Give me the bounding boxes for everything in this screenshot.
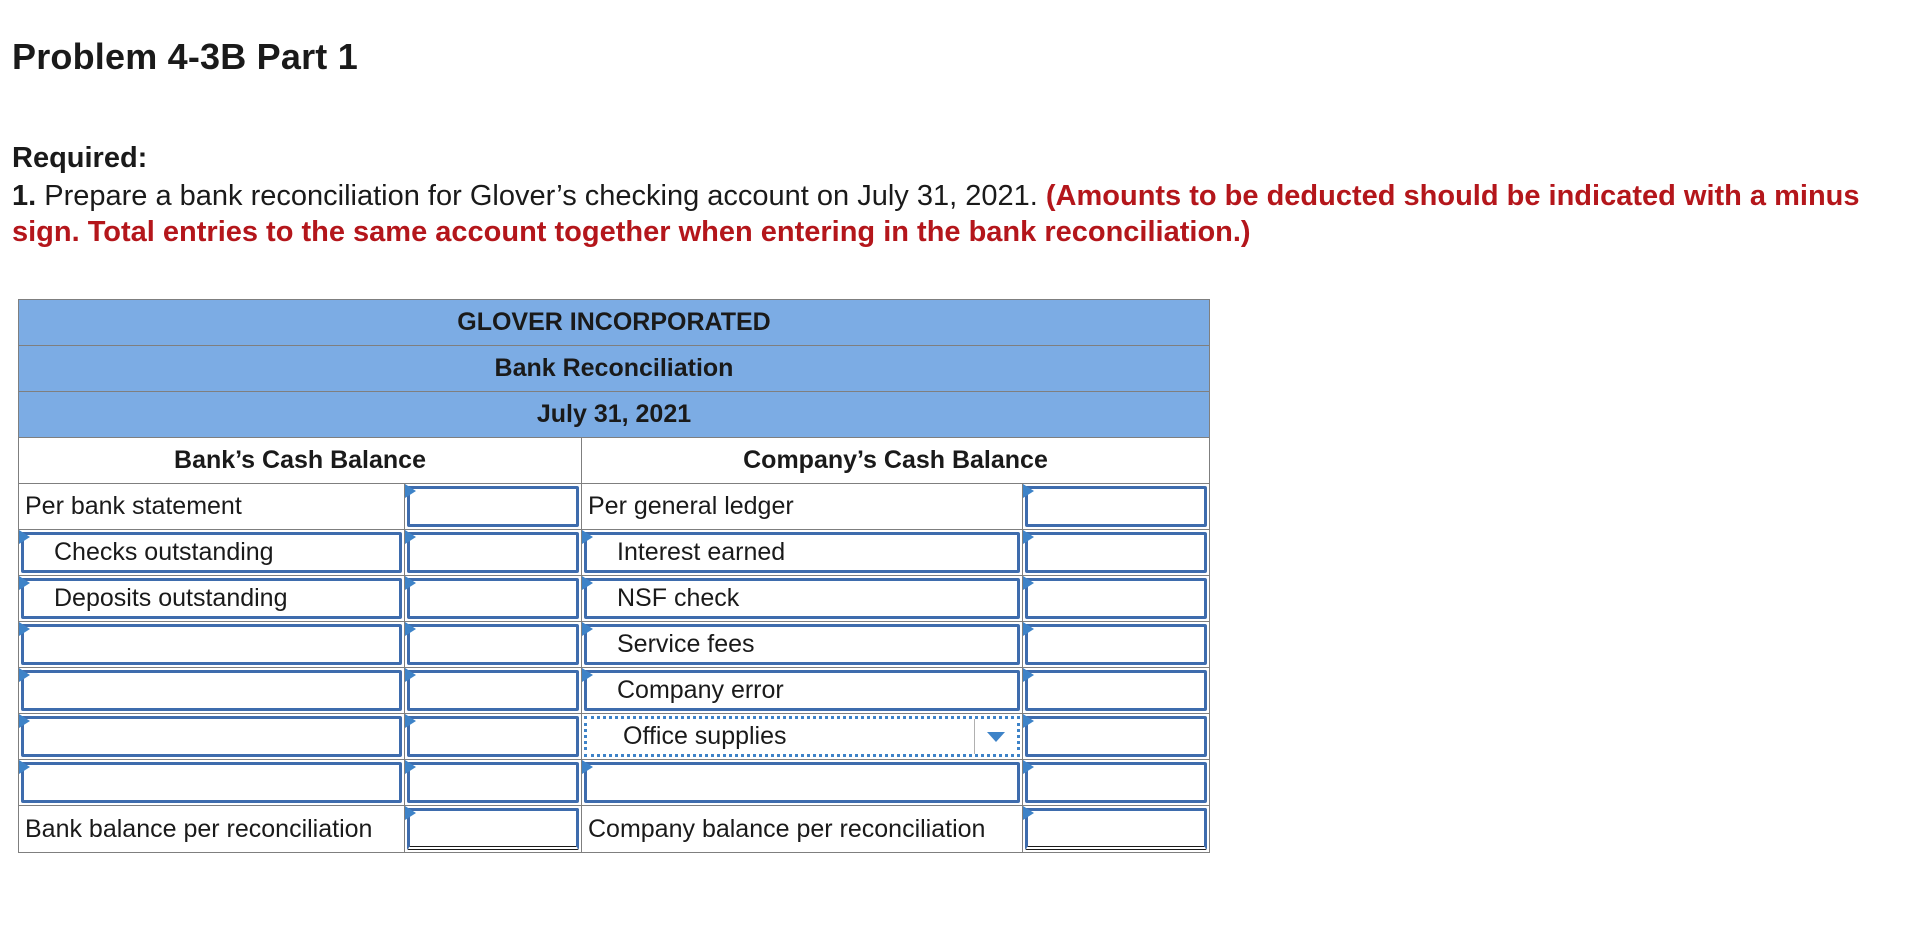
table-row xyxy=(19,668,1209,714)
input-marker-icon xyxy=(19,530,30,544)
bank-label-input[interactable] xyxy=(21,670,402,711)
required-label: Required: xyxy=(12,142,148,174)
input-marker-icon xyxy=(405,530,416,544)
bank-reconciliation-table xyxy=(18,299,1210,853)
company-row-label: Per general ledger xyxy=(588,492,794,520)
bank-label-input[interactable]: Deposits outstanding xyxy=(21,578,402,619)
input-marker-icon xyxy=(1023,530,1034,544)
bank-total-label-cell xyxy=(19,806,405,852)
bank-amount-cell xyxy=(405,668,582,713)
company-amount-cell xyxy=(1023,576,1209,621)
bank-row-label: Per bank statement xyxy=(25,492,242,520)
company-label-input[interactable]: Company error xyxy=(584,670,1020,711)
input-marker-icon xyxy=(19,760,30,774)
bank-amount-cell xyxy=(405,760,582,805)
company-amount-input[interactable] xyxy=(1025,624,1207,665)
bank-total-input[interactable] xyxy=(407,808,579,850)
bank-label-cell xyxy=(19,760,405,805)
company-amount-cell xyxy=(1023,484,1209,529)
report-name-header: Bank Reconciliation xyxy=(19,346,1209,392)
input-marker-icon xyxy=(582,668,593,682)
input-marker-icon xyxy=(1023,714,1034,728)
company-name-header: GLOVER INCORPORATED xyxy=(19,300,1209,346)
bank-amount-cell xyxy=(405,714,582,759)
bank-label-input[interactable] xyxy=(21,624,402,665)
bank-label-cell xyxy=(19,576,405,621)
company-label-input[interactable]: Service fees xyxy=(584,624,1020,665)
company-amount-input[interactable] xyxy=(1025,486,1207,527)
input-marker-icon xyxy=(1023,576,1034,590)
bank-amount-input[interactable] xyxy=(407,762,579,803)
bank-amount-input[interactable] xyxy=(407,670,579,711)
instruction-text: Prepare a bank reconciliation for Glover’s checking account on July 31, 2021. xyxy=(36,180,1046,212)
instruction-number: 1. xyxy=(12,180,37,212)
bank-amount-input[interactable] xyxy=(407,486,579,527)
report-date-header: July 31, 2021 xyxy=(19,392,1209,438)
company-amount-cell xyxy=(1023,760,1209,805)
company-total-input[interactable] xyxy=(1025,808,1207,850)
bank-amount-cell xyxy=(405,622,582,667)
table-row xyxy=(19,760,1209,806)
company-label-cell xyxy=(582,668,1023,713)
input-marker-icon xyxy=(582,622,593,636)
company-amount-cell xyxy=(1023,530,1209,575)
bank-label-cell xyxy=(19,622,405,667)
table-row xyxy=(19,576,1209,622)
dropdown-toggle[interactable] xyxy=(974,719,1017,754)
company-label-cell xyxy=(582,530,1023,575)
table-row xyxy=(19,530,1209,576)
table-row xyxy=(19,622,1209,668)
input-marker-icon xyxy=(582,760,593,774)
company-label-cell xyxy=(582,714,1023,759)
company-label-cell xyxy=(582,484,1023,529)
company-total-label: Company balance per reconciliation xyxy=(588,814,986,843)
bank-label-input[interactable] xyxy=(21,716,402,757)
page-title: Problem 4-3B Part 1 xyxy=(12,36,358,77)
bank-label-input[interactable]: Checks outstanding xyxy=(21,532,402,573)
instruction-note: (Amounts to be deducted should be indicated with a minus sign. Total entries to the same account together when entering in the bank reconciliation.) xyxy=(12,180,1860,248)
input-marker-icon xyxy=(1023,484,1034,498)
company-cash-balance-header: Company’s Cash Balance xyxy=(743,446,1048,474)
input-marker-icon xyxy=(405,622,416,636)
input-marker-icon xyxy=(405,760,416,774)
input-marker-icon xyxy=(405,668,416,682)
company-label-cell xyxy=(582,576,1023,621)
input-marker-icon xyxy=(582,576,593,590)
bank-amount-input[interactable] xyxy=(407,624,579,665)
company-total-label-cell xyxy=(582,806,1023,852)
dropdown-selected-value: Office supplies xyxy=(623,722,787,750)
input-marker-icon xyxy=(19,576,30,590)
input-marker-icon xyxy=(405,576,416,590)
company-amount-input[interactable] xyxy=(1025,670,1207,711)
company-label-cell xyxy=(582,622,1023,667)
bank-total-label: Bank balance per reconciliation xyxy=(25,814,373,843)
bank-label-cell xyxy=(19,668,405,713)
column-headers-row xyxy=(19,438,1209,484)
bank-label-input[interactable] xyxy=(21,762,402,803)
input-marker-icon xyxy=(1023,668,1034,682)
company-amount-input[interactable] xyxy=(1025,578,1207,619)
table-row xyxy=(19,714,1209,760)
bank-label-cell xyxy=(19,530,405,575)
bank-amount-input[interactable] xyxy=(407,532,579,573)
company-label-input[interactable]: Interest earned xyxy=(584,532,1020,573)
input-marker-icon xyxy=(405,484,416,498)
input-marker-icon xyxy=(405,806,416,820)
company-amount-input[interactable] xyxy=(1025,532,1207,573)
chevron-down-icon xyxy=(987,732,1005,742)
input-marker-icon xyxy=(1023,622,1034,636)
input-marker-icon xyxy=(19,714,30,728)
company-label-input[interactable] xyxy=(584,762,1020,803)
input-marker-icon xyxy=(19,622,30,636)
company-total-amount-cell xyxy=(1023,806,1209,852)
bank-amount-cell xyxy=(405,484,582,529)
input-marker-icon xyxy=(19,668,30,682)
company-label-cell xyxy=(582,760,1023,805)
table-row xyxy=(19,484,1209,530)
bank-label-cell xyxy=(19,484,405,529)
company-label-input[interactable]: NSF check xyxy=(584,578,1020,619)
bank-amount-cell xyxy=(405,530,582,575)
bank-amount-cell xyxy=(405,576,582,621)
input-marker-icon xyxy=(582,530,593,544)
company-amount-input[interactable] xyxy=(1025,762,1207,803)
company-amount-cell xyxy=(1023,714,1209,759)
input-marker-icon xyxy=(1023,760,1034,774)
bank-amount-input[interactable] xyxy=(407,578,579,619)
input-marker-icon xyxy=(405,714,416,728)
totals-row xyxy=(19,806,1209,852)
company-amount-input[interactable] xyxy=(1025,716,1207,757)
bank-label-cell xyxy=(19,714,405,759)
bank-amount-input[interactable] xyxy=(407,716,579,757)
input-marker-icon xyxy=(1023,806,1034,820)
instructions xyxy=(12,178,1902,250)
company-amount-cell xyxy=(1023,622,1209,667)
bank-cash-balance-header: Bank’s Cash Balance xyxy=(19,438,582,483)
bank-total-amount-cell xyxy=(405,806,582,852)
company-label-dropdown[interactable] xyxy=(584,716,1020,757)
company-amount-cell xyxy=(1023,668,1209,713)
